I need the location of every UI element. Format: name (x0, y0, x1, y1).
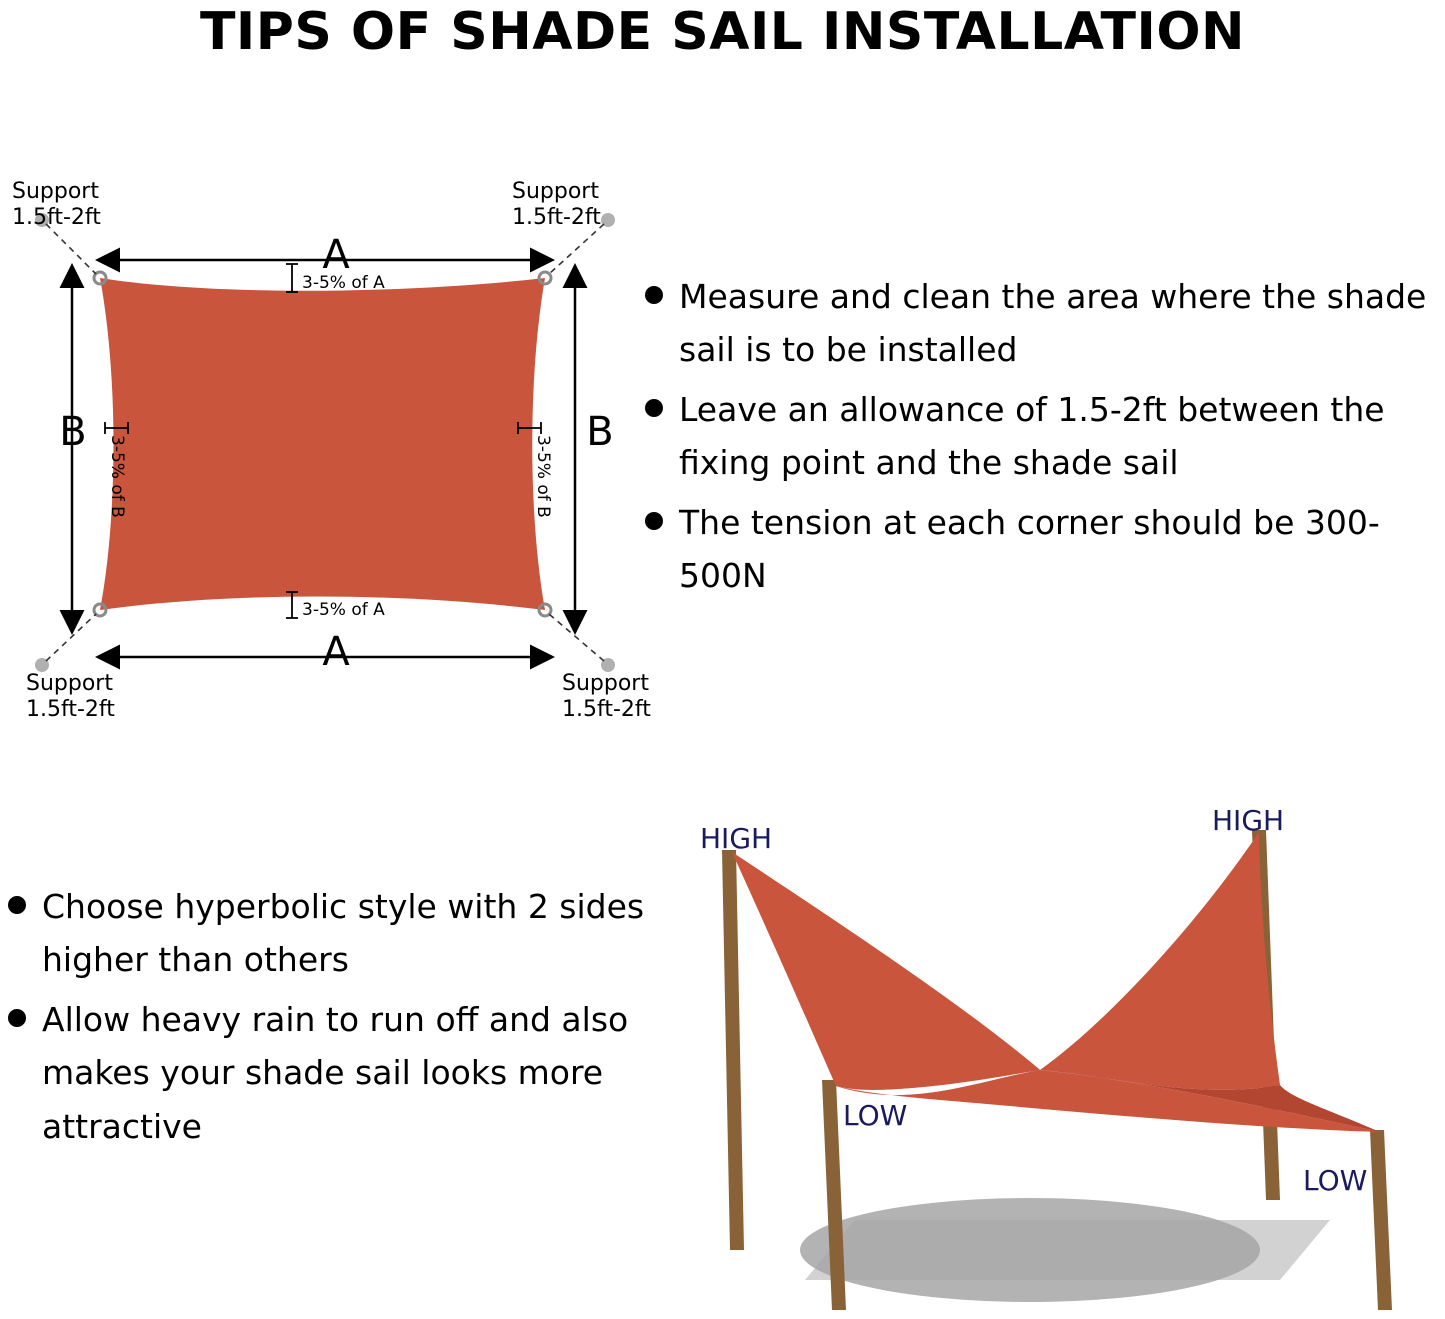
list-item (8, 993, 648, 1153)
support-label-bottom-left-line1: Support (26, 671, 113, 696)
page-title: TIPS OF SHADE SAIL INSTALLATION (199, 2, 1246, 62)
dimension-label-A-top: A (322, 232, 350, 278)
dimension-label-B-left: B (59, 409, 87, 455)
bullet-dot-icon (645, 512, 663, 530)
top-tip-1: Measure and clean the area where the shade sail is to be installed (679, 277, 1427, 370)
post-low-right (1370, 1130, 1392, 1310)
support-label-bottom-right-line2: 1.5ft-2ft (562, 697, 651, 722)
list-item (645, 383, 1445, 490)
bottom-tips-list (8, 880, 648, 1159)
bottom-tip-2: Allow heavy rain to run off and also makes your shade sail looks more attractive (42, 999, 629, 1146)
support-label-top-left-line2: 1.5ft-2ft (12, 205, 101, 230)
bullet-dot-icon (645, 286, 663, 304)
label-high-right: HIGH (1212, 804, 1285, 837)
label-low-left: LOW (843, 1099, 908, 1132)
top-tips-list (645, 270, 1445, 609)
bottom-tip-1: Choose hyperbolic style with 2 sides higher than others (42, 887, 645, 980)
curve-note-left: 3-5% of B (107, 435, 127, 518)
sail-shape (100, 278, 545, 610)
support-line (549, 224, 604, 274)
post-high-left (722, 850, 744, 1250)
support-line (549, 614, 604, 661)
bullet-dot-icon (8, 1009, 26, 1027)
support-line (46, 614, 96, 661)
dimension-label-B-right: B (586, 409, 614, 455)
hyperbolic-sail-diagram (640, 780, 1445, 1319)
support-line (46, 224, 96, 274)
curve-note-bottom: 3-5% of A (302, 600, 385, 620)
rectangular-sail-diagram (0, 160, 680, 730)
bullet-dot-icon (645, 399, 663, 417)
support-label-top-right-line2: 1.5ft-2ft (512, 205, 601, 230)
support-label-top-right-line1: Support (512, 179, 599, 204)
support-label-bottom-left-line2: 1.5ft-2ft (26, 697, 115, 722)
support-label-top-left-line1: Support (12, 179, 99, 204)
ground-shadow-2 (805, 1220, 1330, 1280)
sail-lobe-right-upper (1040, 832, 1280, 1090)
label-high-left: HIGH (700, 822, 773, 855)
curve-note-top: 3-5% of A (302, 273, 385, 293)
support-label-bottom-right-line1: Support (562, 671, 649, 696)
label-low-right: LOW (1303, 1164, 1368, 1197)
sail-lobe-left-lower (732, 852, 1040, 1089)
curve-note-right: 3-5% of B (533, 435, 553, 518)
list-item (8, 880, 648, 987)
top-tip-2: Leave an allowance of 1.5-2ft between the fixing point and the shade sail (679, 389, 1385, 483)
dimension-label-A-bottom: A (322, 629, 350, 675)
top-tip-3: The tension at each corner should be 300-500N (679, 502, 1380, 596)
bullet-dot-icon (8, 896, 26, 914)
list-item (645, 496, 1445, 603)
list-item (645, 270, 1445, 377)
